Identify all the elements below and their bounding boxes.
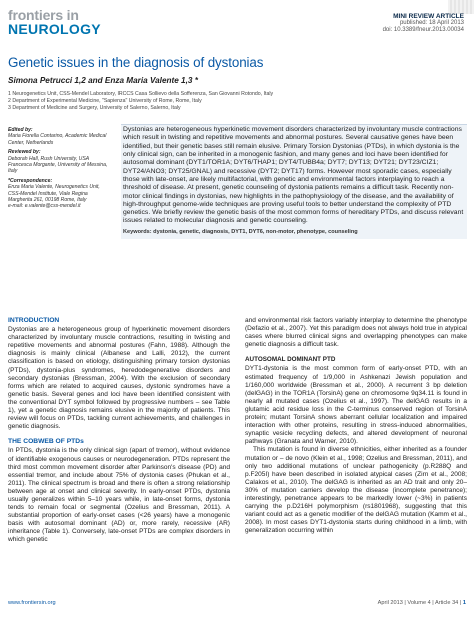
correspondence-heading: *Correspondence: xyxy=(8,177,53,184)
page-title: Genetic issues in the diagnosis of dystonias xyxy=(8,55,264,70)
keywords-list: dystonia, genetic, diagnosis, DYT1, DYT6, non-motor, phenotype, counseling xyxy=(153,228,358,235)
edited-by-heading: Edited by: xyxy=(8,127,33,133)
page-number: 1 xyxy=(462,600,466,606)
edited-by[interactable]: Maria Fiorella Contarino, Academic Medical Center, Netherlands xyxy=(8,133,107,146)
abstract-text: Dystonias are heterogeneous hyperkinetic movement disorders characterized by involuntary muscle contractions which result in twisting and repetitive movements and abnormal postures. Several causative genes have been identified, but their genetic bases still remain elusive. Primary Torsion Dystonias (PTDs), in which dystonia is the only clinical sign, can be inherited in a monogenic fashion, and many genes and loci have been identified for autosomal dominant (DYT1/TOR1A; DYT6/THAP1; DYT4/TUBB4a; DYT7; DYT13; DYT21; DYT23/CIZ1; DYT24/ANO3; DYT25/GNAL) and recessive (DYT2; DYT17) forms. However most sporadic cases, especially those with late-onset, are likely multifactorial, with genetic and environmental factors interplaying to reach a threshold of disease. At present, genetic counseling of dystonia patients remains a difficult task. Recently non-motor clinical findings in dystonias, new highlights in the pathophysiology of the disease, and the availability of high-throughput genome-wide techniques are proving useful tools to better understand the complexity of PTD genetics. We briefly review the genetic basis of the most common forms of hereditary PTDs, and discuss relevant issues related to molecular diagnosis and genetic counseling. xyxy=(123,126,464,225)
paragraph: Dystonias are a heterogeneous group of hyperkinetic movement disorders characterized by involuntary muscle contractions, resulting in twisting and repetitive movements and abnormal postures (Fahn, 1988). Although the diagnosis is mainly clinical (Albanese and Lalli, 2012), the current classification is based on etiology, distinguishing primary torsion dystonias (PTDs), dystonia-plus syndromes, heredodegenerative disorders and secondary dystonias (Bressman, 2004). With the exclusion of secondary forms which are related to acquired causes, dystonic syndromes have a genetic basis. Several genes and loci have been identified consistent with the conventional DYT symbol followed by progressive numbers – see Table 1), yet a genetic diagnosis remains elusive in the majority of patients. This review will focus on PTDs, tackling current achievements, and challenges in genetic diagnosis. xyxy=(8,326,230,431)
body-column-left xyxy=(8,317,230,545)
editorial-sidebar xyxy=(8,124,108,210)
issue-text: April 2013 | Volume 4 | Article 34 | xyxy=(377,600,462,606)
page-footer xyxy=(8,600,466,606)
section-heading-introduction: INTRODUCTION xyxy=(8,317,60,324)
keywords xyxy=(123,228,467,236)
reviewer-1[interactable]: Deborah Hall, Rush University, USA xyxy=(8,155,90,162)
keywords-label: Keywords: xyxy=(123,228,152,235)
affiliation-1: 1 Neurogenetics Unit, CSS-Mendel Laboratory, IRCCS Casa Sollievo della Sofferenza, San Giovanni Rotondo, Italy xyxy=(8,91,274,97)
brand-line2: NEUROLOGY xyxy=(8,21,101,37)
abstract xyxy=(121,124,467,239)
paragraph: This mutation is found in diverse ethnicities, either inherited as a founder mutation or – de novo (Klein et al., 1998; Ozelius and Bressman, 2011), and only two additional mutations of unclear pathogenicity (p.R288Q and p.F205I) have been described in isolated atypical cases (Zirn et al., 2008; Calakos et al., 2010). The delGAG is inherited as an AD trait and only 20–30% of mutation carriers develop the disease (incomplete penetrance); interestingly, penetrance appears to be markedly lower (~3%) in patients carrying the p.D216H polymorphism (rs1801968), suggesting that this variant could act as a genetic modifier of the delGAG mutation (Kamm et al., 2008). In most cases DYT1-dystonia starts during childhood in a limb, with generalization occurring within xyxy=(245,446,467,535)
issue-info xyxy=(378,600,466,606)
paragraph: and environmental risk factors variably interplay to determine the phenotype (Defazio et al., 2007). Yet this paradigm does not always hold true in atypical cases where blurred clinical signs and overlapping phenotypes can make genetic diagnosis a difficult task. xyxy=(245,317,467,349)
correspondence: Enza Maria Valente, Neurogenetics Unit, CSS-Mendel Institute, Viale Regina Margherita 261, 00198 Rome, Italy xyxy=(8,184,100,204)
brand-line1: frontiers in xyxy=(8,7,79,23)
site-link[interactable]: www.frontiersin.org xyxy=(8,600,56,606)
article-type: MINI REVIEW ARTICLE xyxy=(393,13,464,20)
corner-thumbnail xyxy=(448,0,474,14)
authors-text[interactable]: Simona Petrucci 1,2 and Enza Maria Valente 1,3 * xyxy=(8,76,198,85)
article-meta xyxy=(383,13,464,34)
reviewed-by-heading: Reviewed by: xyxy=(8,149,41,156)
affiliation-3: 3 Department of Medicine and Surgery, University of Salerno, Salerno, Italy xyxy=(8,104,181,111)
section-heading-ad-ptd: AUTOSOMAL DOMINANT PTD xyxy=(245,356,336,364)
doi[interactable]: doi: 10.3389/fneur.2013.00034 xyxy=(382,27,464,33)
section-heading-cobweb: THE COBWEB OF PTDs xyxy=(8,438,84,446)
authors xyxy=(8,76,198,85)
journal-logo[interactable] xyxy=(8,8,198,36)
paragraph: In PTDs, dystonia is the only clinical sign (apart of tremor), without evidence of identifiable exogenous causes or neurodegeneration. PTDs represent the third most common movement disorder after Parkinson's disease (PD) and essential tremor, and include about 75% of dystonia cases (Phukan et al., 2011). The clinical spectrum is broad and there is often a strong relationship between age at onset and clinical severity. In early-onset PTDs, dystonia usually generalizes within 5–10 years while, in late-onset forms, dystonia tends to remain focal or segmental (Ozelius and Bressman, 2011). A substantial proportion of early-onset cases (<26 years) have a monogenic basis with autosomal dominant (AD) or, more rarely, recessive (AR) inheritance (Table 1). Conversely, late-onset PTDs are complex disorders in which genetic xyxy=(8,447,230,544)
body-column-right xyxy=(245,317,467,535)
email[interactable]: e-mail: e.valente@css-mendel.it xyxy=(8,203,81,210)
paragraph: DYT1-dystonia is the most common form of early-onset PTD, with an estimated frequency of 1/9,000 in Ashkenazi Jewish population and 1/160,000 worldwide (Bressman et al., 2000). A recurrent 3 bp deletion (delGAG) in the TOR1A (TorsinA) gene on chromosome 9q34.11 is found in nearly all mutated cases (Ozelius et al., 1997). The delGAG results in a glutamic acid residue loss in the C-terminus conserved region of TorsinA protein; mutant TorsinA shows aberrant cellular localization and impaired interaction with other proteins, resulting in stress-induced abnormalities, synaptic vesicle recycling defects, and altered development of neuronal pathways (Granata and Warner, 2010). xyxy=(245,365,467,446)
published-date: published: 18 April 2013 xyxy=(399,20,464,26)
affiliations xyxy=(8,91,273,111)
reviewer-2[interactable]: Francesca Morgante, University of Messina, Italy xyxy=(8,162,108,175)
affiliation-2: 2 Department of Experimental Medicine, "Sapienza" University of Rome, Rome, Italy xyxy=(8,97,202,104)
